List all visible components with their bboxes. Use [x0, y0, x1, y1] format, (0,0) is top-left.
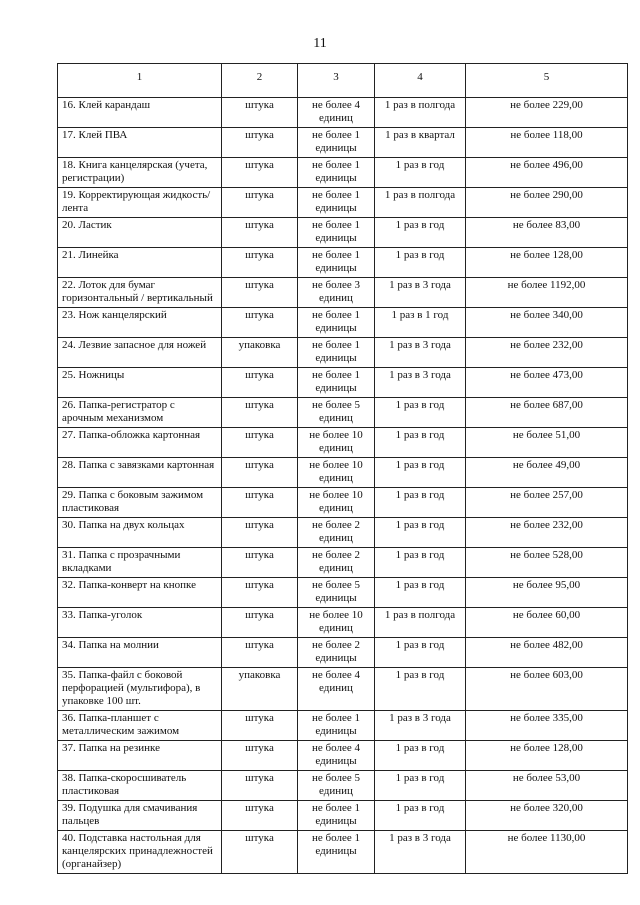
table-row — [58, 668, 628, 711]
table-row — [58, 801, 628, 831]
price-cell: не более 257,00 — [466, 488, 628, 518]
table-row — [58, 771, 628, 801]
unit-cell: штука — [222, 248, 298, 278]
item-name-cell: 40. Подставка настольная для канцелярских принадлежностей (органайзер) — [58, 831, 222, 874]
price-cell: не более 320,00 — [466, 801, 628, 831]
table-row — [58, 338, 628, 368]
unit-cell: штука — [222, 98, 298, 128]
quantity-cell: не более 5 единиц — [298, 771, 375, 801]
quantity-cell: не более 1 единицы — [298, 831, 375, 874]
table-row — [58, 488, 628, 518]
item-name-cell: 24. Лезвие запасное для ножей — [58, 338, 222, 368]
unit-cell: штука — [222, 278, 298, 308]
frequency-cell: 1 раз в 3 года — [375, 368, 466, 398]
quantity-cell: не более 1 единицы — [298, 128, 375, 158]
item-name-cell: 27. Папка-обложка картонная — [58, 428, 222, 458]
frequency-cell: 1 раз в год — [375, 741, 466, 771]
unit-cell: штука — [222, 548, 298, 578]
table-row — [58, 608, 628, 638]
item-name-cell: 26. Папка-регистратор с арочным механизмом — [58, 398, 222, 428]
frequency-cell: 1 раз в 3 года — [375, 278, 466, 308]
item-name-cell: 22. Лоток для бумаг горизонтальный / вертикальный — [58, 278, 222, 308]
item-name-cell: 23. Нож канцелярский — [58, 308, 222, 338]
item-name-cell: 29. Папка с боковым зажимом пластиковая — [58, 488, 222, 518]
supplies-table — [57, 63, 628, 874]
price-cell: не более 473,00 — [466, 368, 628, 398]
quantity-cell: не более 1 единицы — [298, 711, 375, 741]
quantity-cell: не более 5 единиц — [298, 398, 375, 428]
price-cell: не более 128,00 — [466, 248, 628, 278]
quantity-cell: не более 2 единиц — [298, 518, 375, 548]
table-row — [58, 398, 628, 428]
item-name-cell: 30. Папка на двух кольцах — [58, 518, 222, 548]
unit-cell: штука — [222, 368, 298, 398]
frequency-cell: 1 раз в год — [375, 158, 466, 188]
price-cell: не более 232,00 — [466, 338, 628, 368]
table-row — [58, 428, 628, 458]
frequency-cell: 1 раз в год — [375, 458, 466, 488]
price-cell: не более 340,00 — [466, 308, 628, 338]
unit-cell: штука — [222, 771, 298, 801]
frequency-cell: 1 раз в год — [375, 578, 466, 608]
price-cell: не более 118,00 — [466, 128, 628, 158]
column-header-4: 4 — [375, 64, 466, 98]
table-row — [58, 278, 628, 308]
column-header-5: 5 — [466, 64, 628, 98]
price-cell: не более 335,00 — [466, 711, 628, 741]
quantity-cell: не более 10 единиц — [298, 458, 375, 488]
quantity-cell: не более 1 единицы — [298, 248, 375, 278]
price-cell: не более 95,00 — [466, 578, 628, 608]
column-header-1: 1 — [58, 64, 222, 98]
item-name-cell: 19. Корректирующая жидкость/лента — [58, 188, 222, 218]
frequency-cell: 1 раз в год — [375, 548, 466, 578]
price-cell: не более 1130,00 — [466, 831, 628, 874]
frequency-cell: 1 раз в год — [375, 248, 466, 278]
price-cell: не более 51,00 — [466, 428, 628, 458]
item-name-cell: 18. Книга канцелярская (учета, регистрации) — [58, 158, 222, 188]
item-name-cell: 16. Клей карандаш — [58, 98, 222, 128]
unit-cell: штука — [222, 488, 298, 518]
frequency-cell: 1 раз в 1 год — [375, 308, 466, 338]
item-name-cell: 35. Папка-файл с боковой перфорацией (мультифора), в упаковке 100 шт. — [58, 668, 222, 711]
table-row — [58, 308, 628, 338]
unit-cell: штука — [222, 801, 298, 831]
price-cell: не более 60,00 — [466, 608, 628, 638]
price-cell: не более 232,00 — [466, 518, 628, 548]
table-row — [58, 128, 628, 158]
unit-cell: штука — [222, 831, 298, 874]
unit-cell: упаковка — [222, 668, 298, 711]
item-name-cell: 36. Папка-планшет с металлическим зажимом — [58, 711, 222, 741]
price-cell: не более 482,00 — [466, 638, 628, 668]
item-name-cell: 33. Папка-уголок — [58, 608, 222, 638]
item-name-cell: 17. Клей ПВА — [58, 128, 222, 158]
unit-cell: штука — [222, 188, 298, 218]
table-row — [58, 548, 628, 578]
unit-cell: штука — [222, 711, 298, 741]
frequency-cell: 1 раз в год — [375, 428, 466, 458]
table-row — [58, 218, 628, 248]
quantity-cell: не более 1 единицы — [298, 801, 375, 831]
item-name-cell: 21. Линейка — [58, 248, 222, 278]
column-header-3: 3 — [298, 64, 375, 98]
unit-cell: штука — [222, 218, 298, 248]
frequency-cell: 1 раз в 3 года — [375, 711, 466, 741]
quantity-cell: не более 10 единиц — [298, 428, 375, 458]
item-name-cell: 31. Папка с прозрачными вкладками — [58, 548, 222, 578]
frequency-cell: 1 раз в 3 года — [375, 831, 466, 874]
table-row — [58, 458, 628, 488]
unit-cell: штука — [222, 741, 298, 771]
unit-cell: штука — [222, 158, 298, 188]
frequency-cell: 1 раз в год — [375, 398, 466, 428]
item-name-cell: 32. Папка-конверт на кнопке — [58, 578, 222, 608]
table-row — [58, 158, 628, 188]
table-row — [58, 638, 628, 668]
table-row — [58, 518, 628, 548]
quantity-cell: не более 4 единиц — [298, 668, 375, 711]
frequency-cell: 1 раз в год — [375, 801, 466, 831]
quantity-cell: не более 4 единицы — [298, 741, 375, 771]
price-cell: не более 528,00 — [466, 548, 628, 578]
frequency-cell: 1 раз в полгода — [375, 188, 466, 218]
item-name-cell: 38. Папка-скоросшиватель пластиковая — [58, 771, 222, 801]
price-cell: не более 229,00 — [466, 98, 628, 128]
frequency-cell: 1 раз в год — [375, 488, 466, 518]
table-row — [58, 98, 628, 128]
quantity-cell: не более 3 единиц — [298, 278, 375, 308]
price-cell: не более 53,00 — [466, 771, 628, 801]
unit-cell: штука — [222, 578, 298, 608]
unit-cell: штука — [222, 458, 298, 488]
item-name-cell: 37. Папка на резинке — [58, 741, 222, 771]
price-cell: не более 49,00 — [466, 458, 628, 488]
table-header-row — [58, 64, 628, 98]
quantity-cell: не более 1 единицы — [298, 188, 375, 218]
frequency-cell: 1 раз в полгода — [375, 98, 466, 128]
price-cell: не более 687,00 — [466, 398, 628, 428]
quantity-cell: не более 1 единицы — [298, 308, 375, 338]
unit-cell: штука — [222, 638, 298, 668]
item-name-cell: 28. Папка с завязками картонная — [58, 458, 222, 488]
unit-cell: штука — [222, 128, 298, 158]
price-cell: не более 290,00 — [466, 188, 628, 218]
column-header-2: 2 — [222, 64, 298, 98]
quantity-cell: не более 2 единицы — [298, 638, 375, 668]
item-name-cell: 34. Папка на молнии — [58, 638, 222, 668]
table-row — [58, 578, 628, 608]
quantity-cell: не более 10 единиц — [298, 488, 375, 518]
price-cell: не более 128,00 — [466, 741, 628, 771]
unit-cell: штука — [222, 608, 298, 638]
frequency-cell: 1 раз в 3 года — [375, 338, 466, 368]
price-cell: не более 496,00 — [466, 158, 628, 188]
unit-cell: штука — [222, 308, 298, 338]
quantity-cell: не более 1 единицы — [298, 338, 375, 368]
table-row — [58, 188, 628, 218]
unit-cell: штука — [222, 518, 298, 548]
table-body — [58, 98, 628, 874]
unit-cell: штука — [222, 428, 298, 458]
frequency-cell: 1 раз в год — [375, 668, 466, 711]
quantity-cell: не более 1 единицы — [298, 368, 375, 398]
item-name-cell: 39. Подушка для смачивания пальцев — [58, 801, 222, 831]
quantity-cell: не более 1 единицы — [298, 158, 375, 188]
table-row — [58, 368, 628, 398]
unit-cell: штука — [222, 398, 298, 428]
frequency-cell: 1 раз в год — [375, 518, 466, 548]
table-row — [58, 711, 628, 741]
frequency-cell: 1 раз в полгода — [375, 608, 466, 638]
table-row — [58, 831, 628, 874]
quantity-cell: не более 4 единиц — [298, 98, 375, 128]
quantity-cell: не более 10 единиц — [298, 608, 375, 638]
item-name-cell: 25. Ножницы — [58, 368, 222, 398]
quantity-cell: не более 5 единицы — [298, 578, 375, 608]
price-cell: не более 83,00 — [466, 218, 628, 248]
page-number: 11 — [313, 36, 327, 51]
frequency-cell: 1 раз в квартал — [375, 128, 466, 158]
frequency-cell: 1 раз в год — [375, 638, 466, 668]
quantity-cell: не более 1 единицы — [298, 218, 375, 248]
frequency-cell: 1 раз в год — [375, 218, 466, 248]
price-cell: не более 1192,00 — [466, 278, 628, 308]
table-row — [58, 248, 628, 278]
item-name-cell: 20. Ластик — [58, 218, 222, 248]
price-cell: не более 603,00 — [466, 668, 628, 711]
table-row — [58, 741, 628, 771]
unit-cell: упаковка — [222, 338, 298, 368]
frequency-cell: 1 раз в год — [375, 771, 466, 801]
quantity-cell: не более 2 единиц — [298, 548, 375, 578]
